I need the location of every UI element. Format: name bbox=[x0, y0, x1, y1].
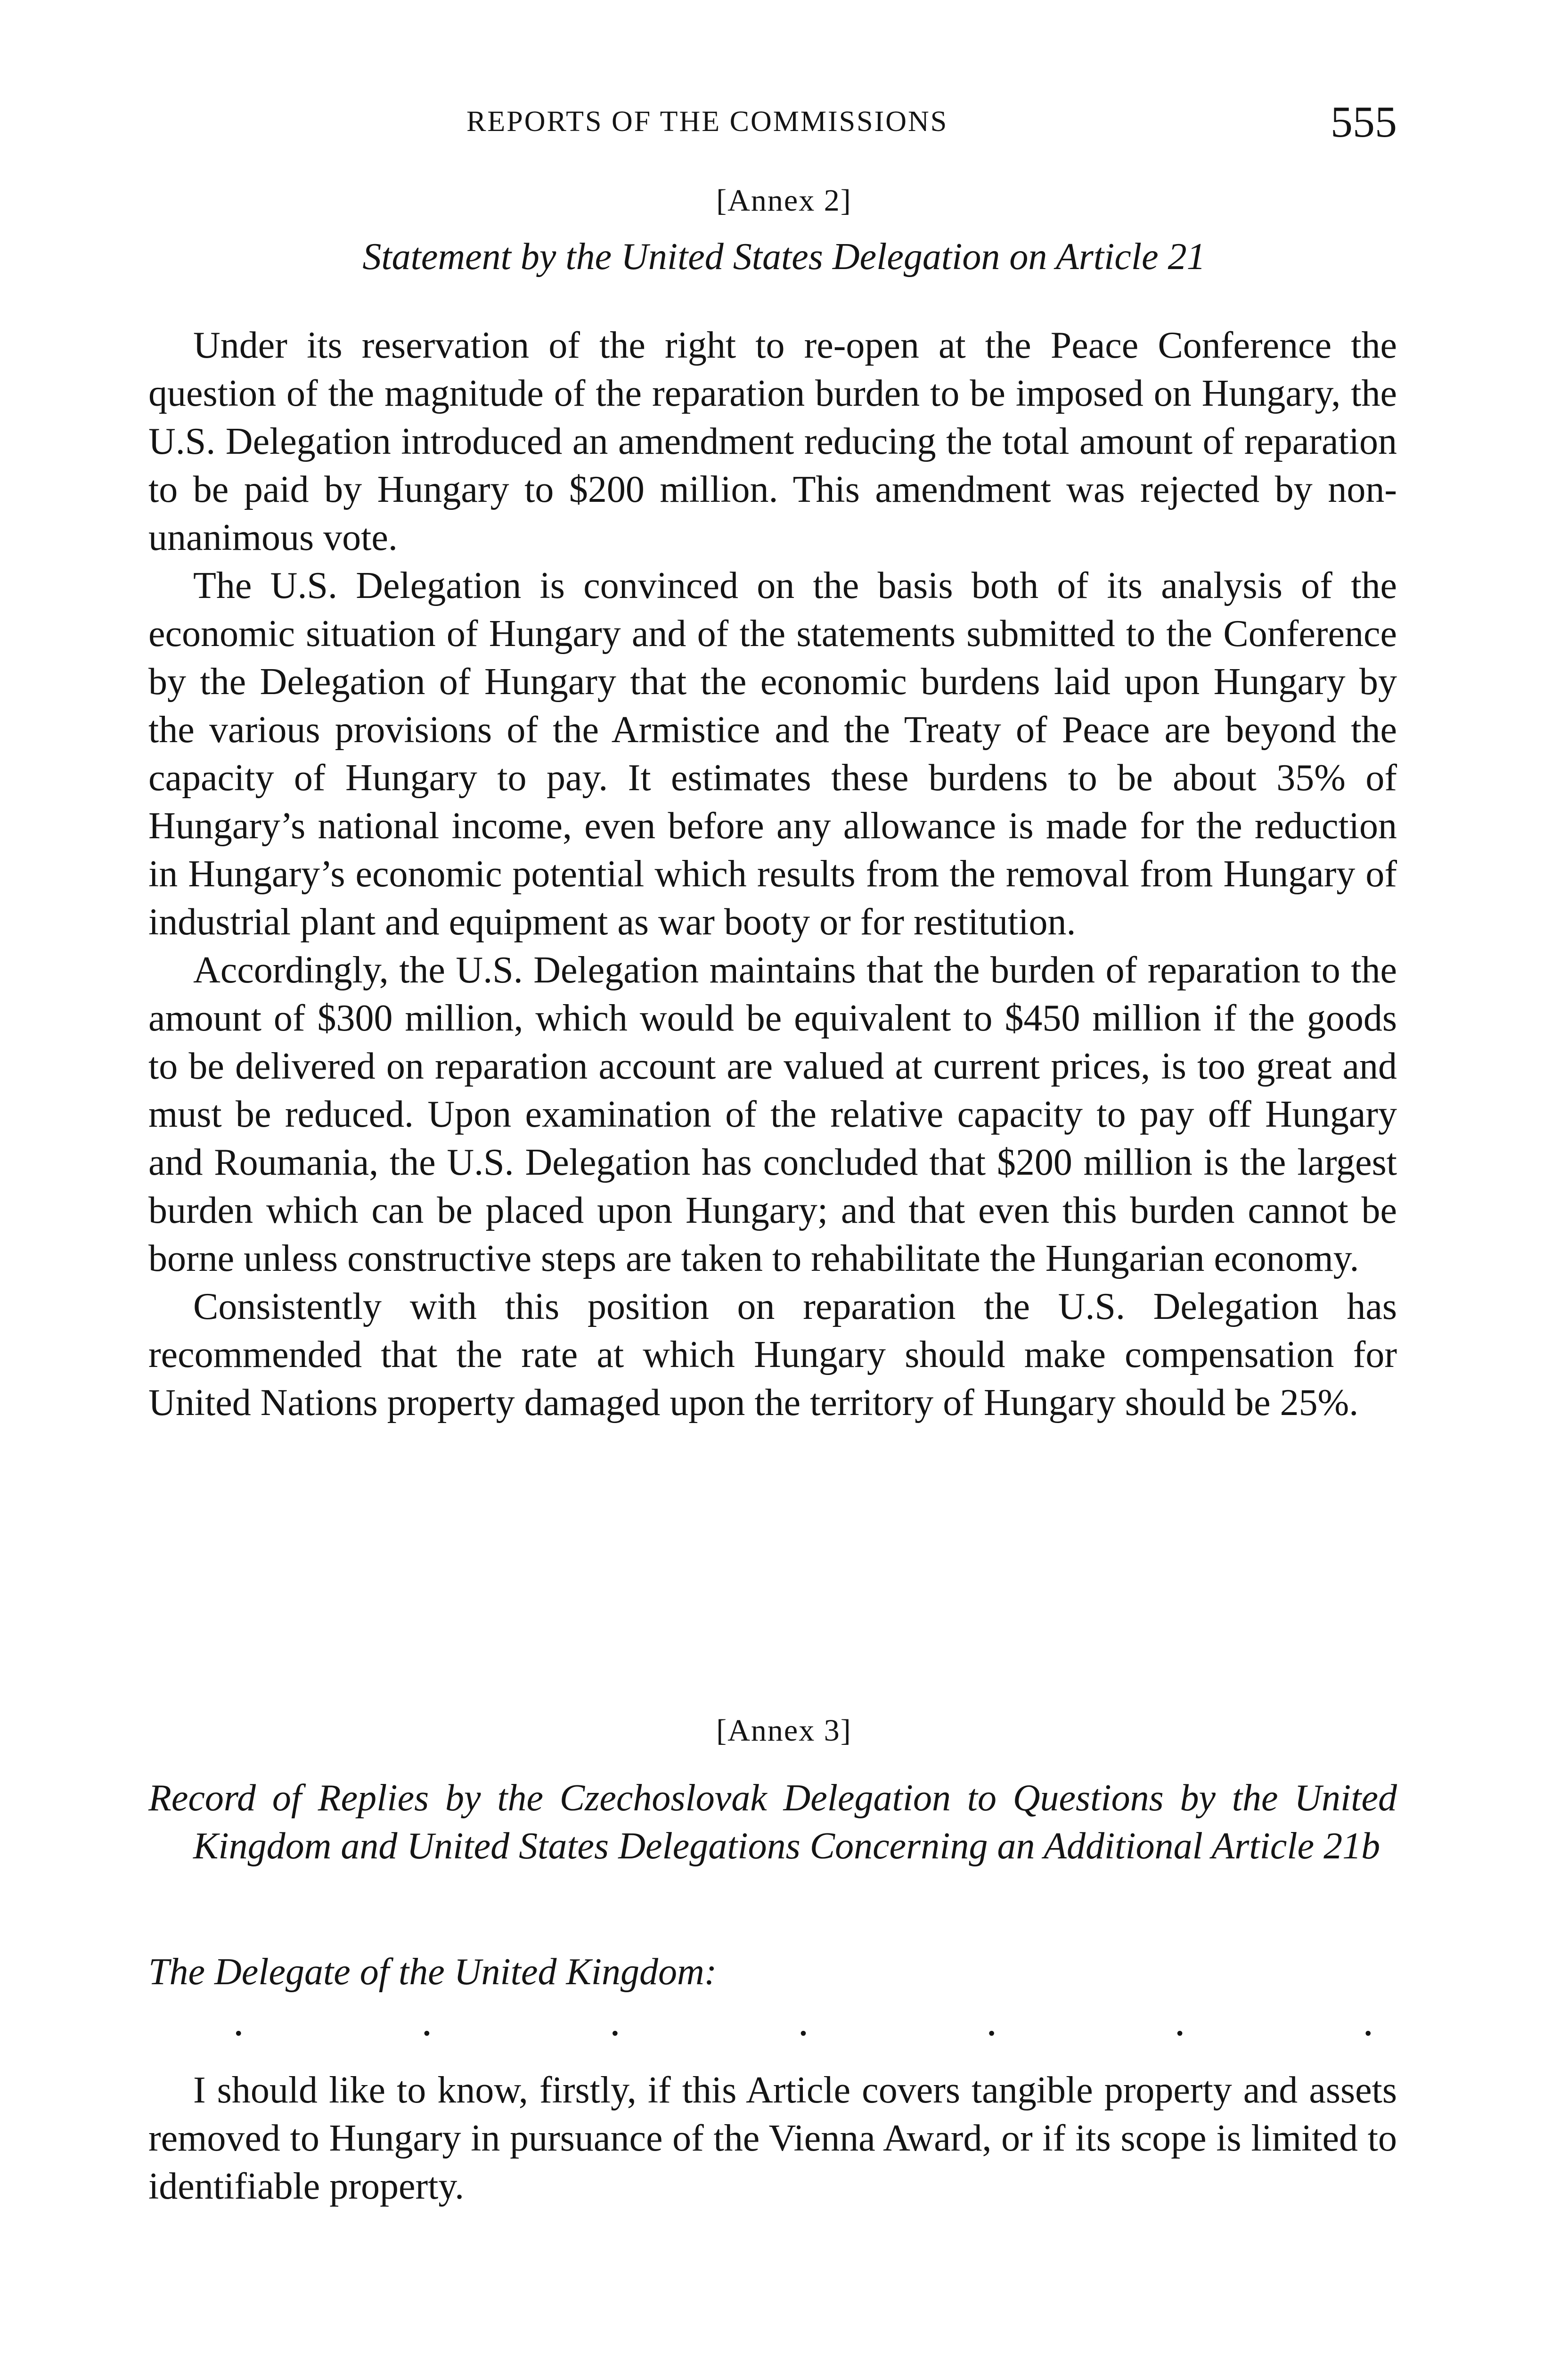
ellipsis-dot: . bbox=[1363, 1998, 1373, 2045]
ellipsis-dot: . bbox=[986, 1998, 997, 2045]
speaker-label: The Delegate of the United Kingdom: bbox=[148, 1951, 717, 1993]
annex-2-body bbox=[148, 321, 1397, 1427]
annex-3-heading bbox=[148, 1774, 1397, 1870]
ellipsis-dot: . bbox=[421, 1998, 433, 2045]
running-title: REPORTS OF THE COMMISSIONS bbox=[466, 106, 948, 138]
running-header bbox=[148, 97, 1397, 153]
ellipsis-dot: . bbox=[798, 1998, 809, 2045]
paragraph: Consistently with this position on reparation the U.S. Delegation has recommended that the rate at which Hungary should make compensation for United Nations property damaged upon the territory of Hungary should be 25%. bbox=[148, 1286, 1397, 1423]
paragraph: I should like to know, firstly, if this Article covers tangible property and assets removed to Hungary in pursuance of the Vienna Award, or if its scope is limited to identifiable property. bbox=[148, 2070, 1397, 2207]
page-number: 555 bbox=[1331, 98, 1397, 147]
annex-2-label: [Annex 2] bbox=[716, 183, 852, 218]
ellipsis-dot: . bbox=[1174, 1998, 1185, 2045]
annex-3-body bbox=[148, 2066, 1397, 2210]
ellipsis-dot: . bbox=[610, 1998, 621, 2045]
paragraph: Under its reservation of the right to re-open at the Peace Conference the question of the magnitude of the reparation burden to be imposed on Hungary, the U.S. Delegation introduced an amendment reducing the total amount of reparation to be paid by Hungary to $200 million. This amendment was rejected by non-unanimous vote. bbox=[148, 325, 1397, 558]
paragraph: The U.S. Delegation is convinced on the basis both of its analysis of the economic situation of Hungary and of the statements submitted to the Conference by the Delegation of Hungary that the economic burdens laid upon Hungary by the various provisions of the Armistice and the Treaty of Peace are beyond the capacity of Hungary to pay. It estimates these burdens to be about 35% of Hungary’s national income, even before any allowance is made for the reduction in Hungary’s economic potential which results from the removal from Hungary of industrial plant and equipment as war booty or for restitution. bbox=[148, 565, 1397, 943]
ellipsis-dot: . bbox=[233, 1998, 244, 2045]
annex-3-label: [Annex 3] bbox=[716, 1713, 852, 1748]
annex-2-heading: Statement by the United States Delegation on Article 21 bbox=[362, 236, 1206, 278]
annex-3-heading-text: Record of Replies by the Czechoslovak Delegation to Questions by the United Kingdom and United States Delegations Concerning an Additional Article 21b bbox=[148, 1777, 1397, 1867]
paragraph: Accordingly, the U.S. Delegation maintains that the burden of reparation to the amount of $300 million, which would be equivalent to $450 million if the goods to be delivered on reparation account are valued at current prices, is too great and must be reduced. Upon examination of the relative capacity to pay off Hungary and Roumania, the U.S. Delegation has concluded that $200 million is the largest burden which can be placed upon Hungary; and that even this burden cannot be borne unless constructive steps are taken to rehabilitate the Hungarian economy. bbox=[148, 949, 1397, 1279]
ellipsis-row bbox=[233, 2000, 1373, 2043]
